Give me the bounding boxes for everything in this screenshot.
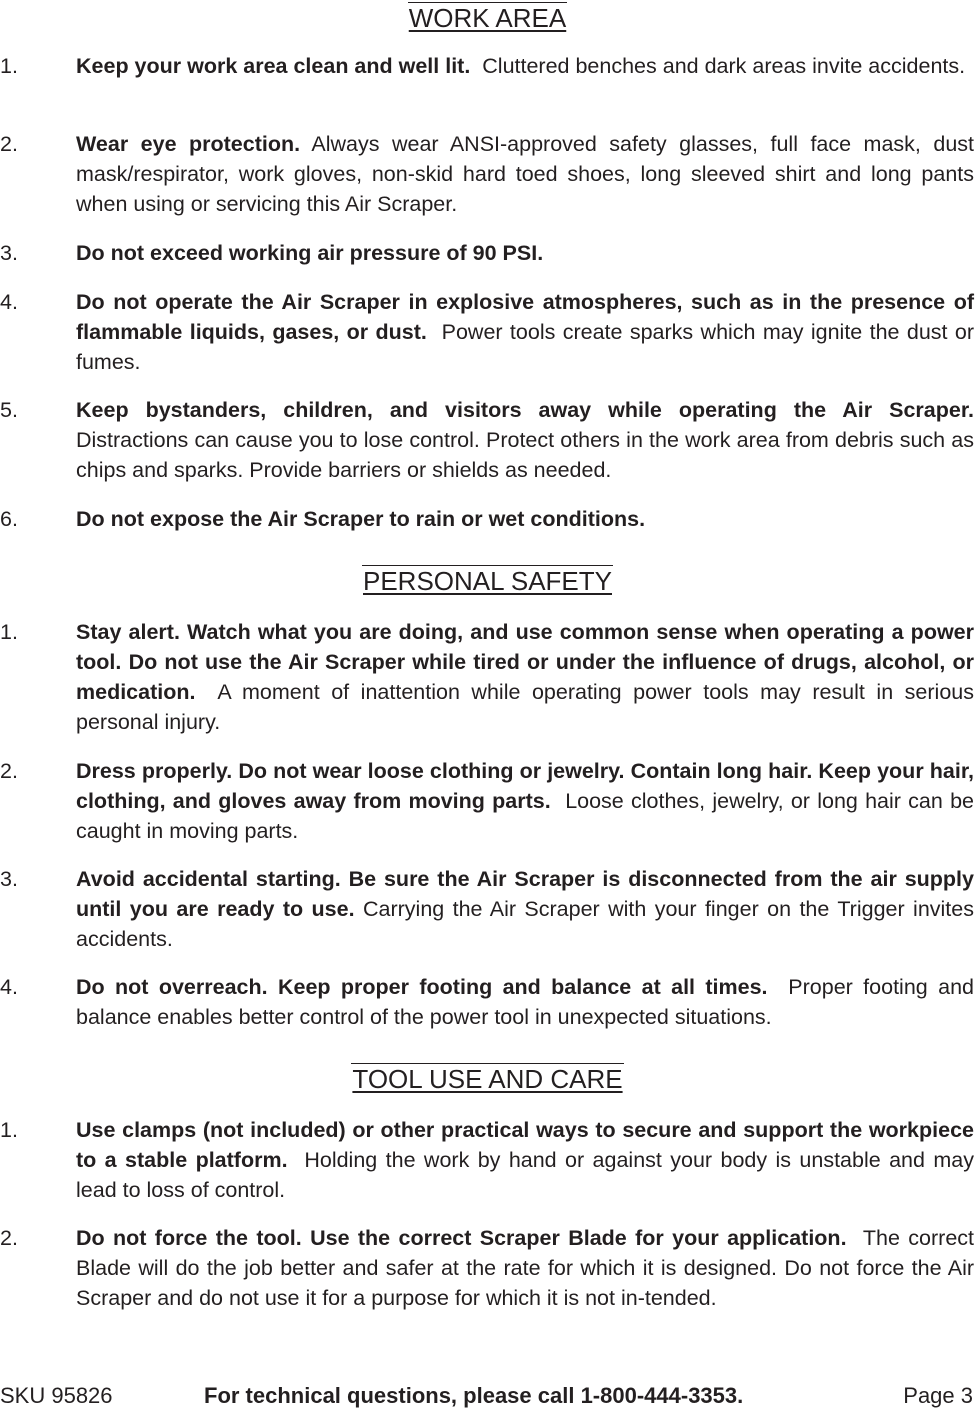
page-number: Page 3 [903,1383,973,1408]
page-footer [0,1381,975,1411]
section-title-work-area: WORK AREA [408,3,567,33]
section-title-personal-safety: PERSONAL SAFETY [363,566,612,596]
section-title-tool-use-and-care: TOOL USE AND CARE [352,1064,623,1094]
sku-label: SKU 95826 [0,1383,113,1408]
technical-help-line: For technical questions, please call 1-800-444-3353. [204,1383,744,1408]
